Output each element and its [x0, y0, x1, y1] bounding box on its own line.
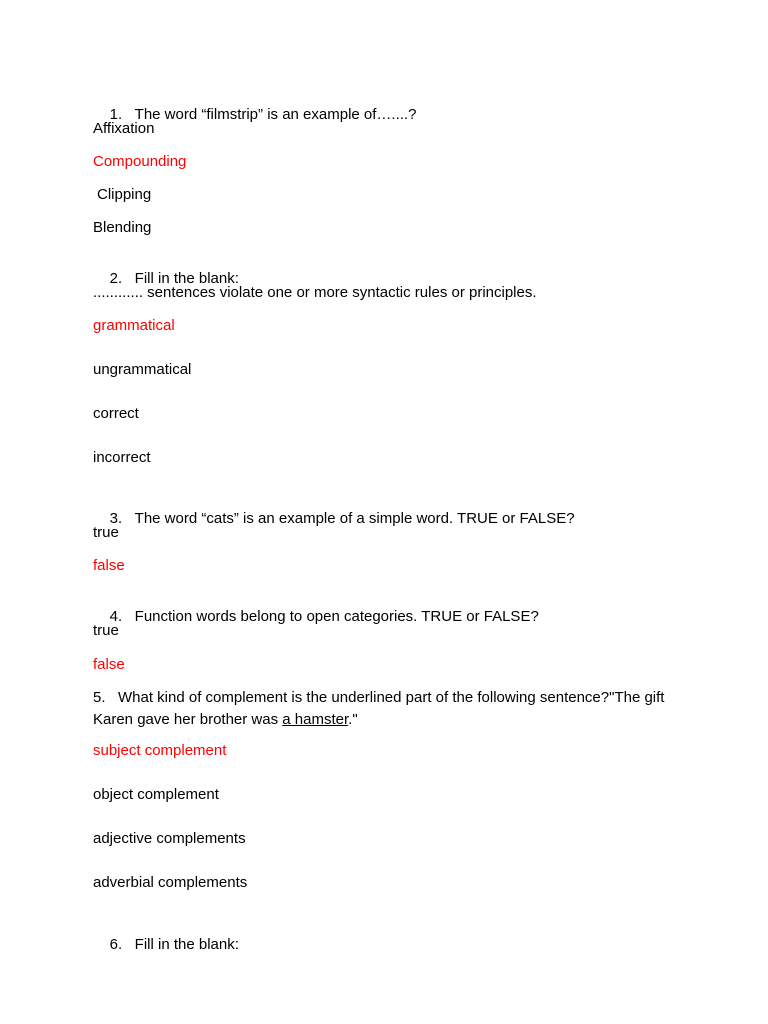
q2-prompt: ............ sentences violate one or more syntactic rules or principles. [93, 284, 537, 301]
q5-option-1-answer: subject complement [93, 742, 227, 759]
q2-option-3: correct [93, 405, 139, 422]
q1-option-4: Blending [93, 219, 152, 236]
question-text: Function words belong to open categories. TRUE or FALSE? [134, 608, 539, 625]
question-number: 6. [109, 936, 123, 953]
q2-option-2: ungrammatical [93, 361, 192, 378]
question-number: 3. [109, 510, 123, 527]
q1-option-3: Clipping [97, 186, 152, 203]
q2-option-1-answer: grammatical [93, 317, 175, 334]
question-text: The word “cats” is an example of a simple word. TRUE or FALSE? [134, 510, 575, 527]
question-text: The word “filmstrip” is an example of…....? [134, 106, 417, 123]
question-text: Fill in the blank: [134, 270, 239, 287]
question-number: 2. [109, 270, 123, 287]
q3-option-2-answer: false [93, 557, 125, 574]
q1-option-1: Affixation [93, 120, 155, 137]
question-number: 4. [109, 608, 123, 625]
question-3 [93, 492, 575, 546]
underlined-phrase: a hamster [282, 711, 349, 728]
question-text-before: What kind of complement is the underlined part of the following sentence?"The gift Karen gave her brother was [93, 689, 665, 728]
q4-option-2-answer: false [93, 656, 125, 673]
question-6 [93, 918, 239, 972]
q2-option-4: incorrect [93, 449, 151, 466]
question-number: 5. [93, 689, 106, 706]
q5-option-3: adjective complements [93, 830, 246, 847]
q1-option-2-answer: Compounding [93, 153, 187, 170]
question-text-after: ." [348, 711, 358, 728]
q5-option-4: adverbial complements [93, 874, 248, 891]
q5-option-2: object complement [93, 786, 219, 803]
q3-option-1: true [93, 524, 119, 541]
q4-option-1: true [93, 622, 119, 639]
question-number: 1. [109, 106, 123, 123]
question-4 [93, 590, 539, 644]
question-5 [93, 687, 673, 731]
question-text: Fill in the blank: [134, 936, 239, 953]
